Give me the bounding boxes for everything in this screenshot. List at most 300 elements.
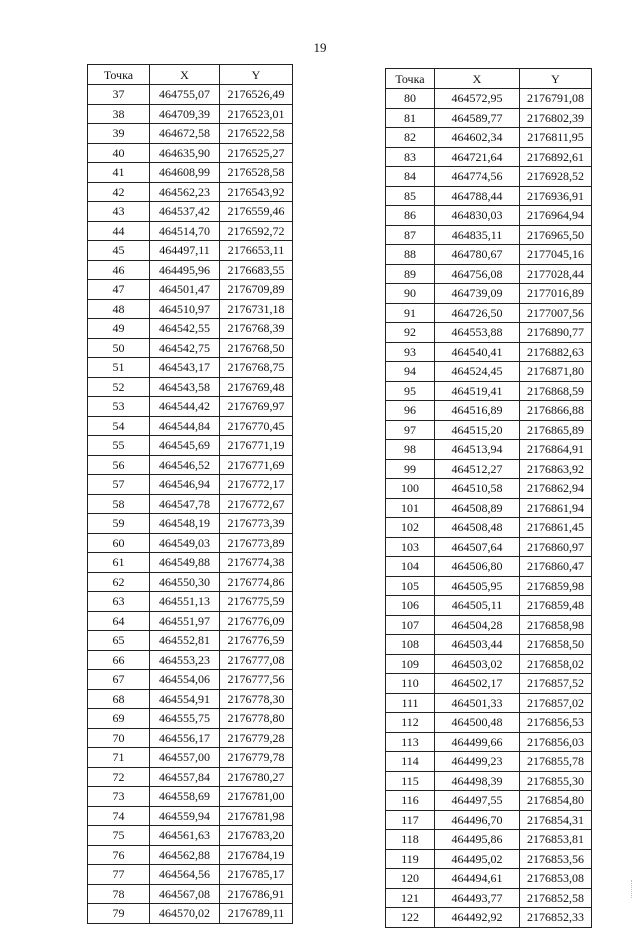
- cell-y: 2176768,50: [220, 338, 293, 358]
- table-row: [386, 576, 592, 596]
- table-row: [88, 845, 293, 865]
- cell-point: 98: [386, 440, 435, 460]
- cell-point: 85: [386, 186, 435, 206]
- cell-point: 54: [88, 416, 150, 436]
- table-row: [386, 713, 592, 733]
- table-row: [386, 498, 592, 518]
- cell-point: 80: [386, 89, 435, 109]
- cell-x: 464505,95: [435, 576, 520, 596]
- cell-point: 103: [386, 537, 435, 557]
- table-row: [88, 143, 293, 163]
- cell-y: 2176864,91: [520, 440, 592, 460]
- cell-point: 105: [386, 576, 435, 596]
- table-row: [88, 416, 293, 436]
- cell-y: 2176853,08: [520, 869, 592, 889]
- table-row: [88, 592, 293, 612]
- cell-point: 81: [386, 108, 435, 128]
- cell-y: 2176856,03: [520, 732, 592, 752]
- cell-x: 464508,48: [435, 518, 520, 538]
- cell-x: 464551,97: [150, 611, 220, 631]
- table-row: [386, 654, 592, 674]
- table-row: [386, 284, 592, 304]
- cell-y: 2176868,59: [520, 381, 592, 401]
- cell-point: 61: [88, 553, 150, 573]
- cell-point: 75: [88, 826, 150, 846]
- cell-x: 464555,75: [150, 709, 220, 729]
- cell-x: 464498,39: [435, 771, 520, 791]
- cell-x: 464553,88: [435, 323, 520, 343]
- cell-x: 464558,69: [150, 787, 220, 807]
- table-row: [386, 849, 592, 869]
- cell-y: 2176543,92: [220, 182, 293, 202]
- cell-point: 68: [88, 689, 150, 709]
- cell-x: 464564,56: [150, 865, 220, 885]
- cell-x: 464554,06: [150, 670, 220, 690]
- cell-y: 2176857,52: [520, 674, 592, 694]
- cell-point: 86: [386, 206, 435, 226]
- cell-x: 464495,02: [435, 849, 520, 869]
- cell-y: 2176768,75: [220, 358, 293, 378]
- cell-y: 2176526,49: [220, 85, 293, 105]
- cell-y: 2176784,19: [220, 845, 293, 865]
- cell-y: 2176653,11: [220, 241, 293, 261]
- cell-point: 38: [88, 104, 150, 124]
- table-row: [88, 670, 293, 690]
- table-row: [88, 377, 293, 397]
- cell-y: 2176709,89: [220, 280, 293, 300]
- cell-x: 464501,47: [150, 280, 220, 300]
- cell-point: 111: [386, 693, 435, 713]
- table-row: [386, 596, 592, 616]
- table-header-row: [386, 69, 592, 89]
- cell-x: 464544,42: [150, 397, 220, 417]
- cell-x: 464726,50: [435, 303, 520, 323]
- cell-point: 90: [386, 284, 435, 304]
- cell-point: 47: [88, 280, 150, 300]
- cell-point: 60: [88, 533, 150, 553]
- cell-x: 464544,84: [150, 416, 220, 436]
- cell-y: 2176778,80: [220, 709, 293, 729]
- table-row: [88, 358, 293, 378]
- cell-y: 2176775,59: [220, 592, 293, 612]
- cell-y: 2176771,19: [220, 436, 293, 456]
- cell-x: 464721,64: [435, 147, 520, 167]
- table-row: [386, 225, 592, 245]
- cell-x: 464549,03: [150, 533, 220, 553]
- cell-y: 2176860,97: [520, 537, 592, 557]
- cell-point: 56: [88, 455, 150, 475]
- cell-x: 464755,07: [150, 85, 220, 105]
- table-row: [88, 689, 293, 709]
- cell-point: 106: [386, 596, 435, 616]
- cell-x: 464554,91: [150, 689, 220, 709]
- cell-x: 464497,11: [150, 241, 220, 261]
- cell-y: 2176771,69: [220, 455, 293, 475]
- cell-x: 464774,56: [435, 167, 520, 187]
- table-row: [386, 615, 592, 635]
- cell-x: 464495,86: [435, 830, 520, 850]
- table-row: [386, 752, 592, 772]
- table-row: [386, 303, 592, 323]
- cell-x: 464494,61: [435, 869, 520, 889]
- table-row: [88, 475, 293, 495]
- cell-y: 2176854,31: [520, 810, 592, 830]
- cell-x: 464542,75: [150, 338, 220, 358]
- cell-y: 2176811,95: [520, 128, 592, 148]
- cell-y: 2176852,58: [520, 888, 592, 908]
- cell-x: 464546,94: [150, 475, 220, 495]
- table-row: [386, 557, 592, 577]
- cell-y: 2176731,18: [220, 299, 293, 319]
- table-row: [88, 104, 293, 124]
- table-row: [88, 85, 293, 105]
- table-row: [88, 299, 293, 319]
- cell-y: 2176882,63: [520, 342, 592, 362]
- cell-y: 2176964,94: [520, 206, 592, 226]
- table-row: [88, 806, 293, 826]
- table-row: [88, 338, 293, 358]
- table-row: [88, 709, 293, 729]
- cell-y: 2176855,78: [520, 752, 592, 772]
- cell-x: 464524,45: [435, 362, 520, 382]
- cell-point: 87: [386, 225, 435, 245]
- cell-point: 116: [386, 791, 435, 811]
- table-row: [88, 514, 293, 534]
- cell-y: 2176781,00: [220, 787, 293, 807]
- cell-x: 464835,11: [435, 225, 520, 245]
- cell-x: 464505,11: [435, 596, 520, 616]
- cell-x: 464559,94: [150, 806, 220, 826]
- table-row: [386, 128, 592, 148]
- table-row: [386, 459, 592, 479]
- cell-x: 464537,42: [150, 202, 220, 222]
- cell-point: 58: [88, 494, 150, 514]
- cell-x: 464513,94: [435, 440, 520, 460]
- cell-y: 2176802,39: [520, 108, 592, 128]
- cell-y: 2176522,58: [220, 124, 293, 144]
- cell-point: 118: [386, 830, 435, 850]
- cell-x: 464635,90: [150, 143, 220, 163]
- cell-point: 57: [88, 475, 150, 495]
- cell-point: 83: [386, 147, 435, 167]
- table-row: [386, 206, 592, 226]
- cell-x: 464542,55: [150, 319, 220, 339]
- cell-point: 73: [88, 787, 150, 807]
- cell-x: 464516,89: [435, 401, 520, 421]
- table-row: [88, 553, 293, 573]
- cell-point: 88: [386, 245, 435, 265]
- cell-y: 2176936,91: [520, 186, 592, 206]
- cell-point: 112: [386, 713, 435, 733]
- cell-x: 464551,13: [150, 592, 220, 612]
- cell-point: 72: [88, 767, 150, 787]
- cell-y: 2176857,02: [520, 693, 592, 713]
- cell-point: 66: [88, 650, 150, 670]
- cell-point: 41: [88, 163, 150, 183]
- cell-x: 464739,09: [435, 284, 520, 304]
- cell-point: 122: [386, 908, 435, 928]
- header-point: Точка: [88, 65, 150, 85]
- cell-x: 464499,23: [435, 752, 520, 772]
- cell-x: 464519,41: [435, 381, 520, 401]
- cell-y: 2176783,20: [220, 826, 293, 846]
- cell-point: 104: [386, 557, 435, 577]
- cell-point: 94: [386, 362, 435, 382]
- cell-y: 2176862,94: [520, 479, 592, 499]
- table-row: [386, 108, 592, 128]
- table-row: [88, 397, 293, 417]
- cell-x: 464499,66: [435, 732, 520, 752]
- cell-y: 2176890,77: [520, 323, 592, 343]
- cell-point: 101: [386, 498, 435, 518]
- table-row: [386, 771, 592, 791]
- table-row: [88, 202, 293, 222]
- cell-point: 100: [386, 479, 435, 499]
- cell-y: 2176928,52: [520, 167, 592, 187]
- cell-point: 117: [386, 810, 435, 830]
- cell-x: 464543,17: [150, 358, 220, 378]
- cell-y: 2176777,56: [220, 670, 293, 690]
- cell-point: 77: [88, 865, 150, 885]
- cell-point: 67: [88, 670, 150, 690]
- cell-y: 2177016,89: [520, 284, 592, 304]
- cell-x: 464501,33: [435, 693, 520, 713]
- cell-y: 2176769,48: [220, 377, 293, 397]
- cell-y: 2176781,98: [220, 806, 293, 826]
- cell-x: 464506,80: [435, 557, 520, 577]
- cell-x: 464543,58: [150, 377, 220, 397]
- cell-x: 464512,27: [435, 459, 520, 479]
- cell-point: 89: [386, 264, 435, 284]
- cell-y: 2176769,97: [220, 397, 293, 417]
- cell-y: 2176786,91: [220, 884, 293, 904]
- cell-y: 2176776,59: [220, 631, 293, 651]
- cell-point: 55: [88, 436, 150, 456]
- cell-x: 464540,41: [435, 342, 520, 362]
- cell-point: 107: [386, 615, 435, 635]
- table-row: [386, 323, 592, 343]
- cell-point: 102: [386, 518, 435, 538]
- cell-y: 2176776,09: [220, 611, 293, 631]
- cell-x: 464496,70: [435, 810, 520, 830]
- cell-point: 43: [88, 202, 150, 222]
- cell-y: 2176860,47: [520, 557, 592, 577]
- cell-point: 110: [386, 674, 435, 694]
- cell-x: 464550,30: [150, 572, 220, 592]
- table-row: [88, 865, 293, 885]
- cell-x: 464562,23: [150, 182, 220, 202]
- cell-x: 464503,02: [435, 654, 520, 674]
- table-row: [88, 280, 293, 300]
- cell-point: 76: [88, 845, 150, 865]
- cell-x: 464510,58: [435, 479, 520, 499]
- cell-y: 2176858,02: [520, 654, 592, 674]
- coordinates-table-left: [87, 64, 293, 924]
- cell-point: 37: [88, 85, 150, 105]
- cell-x: 464608,99: [150, 163, 220, 183]
- cell-point: 64: [88, 611, 150, 631]
- cell-y: 2176871,80: [520, 362, 592, 382]
- table-header-row: [88, 65, 293, 85]
- cell-y: 2177045,16: [520, 245, 592, 265]
- cell-y: 2176770,45: [220, 416, 293, 436]
- table-row: [386, 381, 592, 401]
- cell-y: 2176777,08: [220, 650, 293, 670]
- table-row: [386, 245, 592, 265]
- cell-y: 2176592,72: [220, 221, 293, 241]
- cell-y: 2176858,50: [520, 635, 592, 655]
- table-row: [386, 479, 592, 499]
- table-row: [88, 748, 293, 768]
- cell-x: 464546,52: [150, 455, 220, 475]
- table-row: [386, 810, 592, 830]
- cell-y: 2176779,78: [220, 748, 293, 768]
- table-row: [386, 362, 592, 382]
- table-row: [88, 904, 293, 924]
- table-row: [386, 420, 592, 440]
- cell-point: 70: [88, 728, 150, 748]
- cell-y: 2176866,88: [520, 401, 592, 421]
- table-row: [88, 241, 293, 261]
- cell-y: 2176780,27: [220, 767, 293, 787]
- table-row: [386, 401, 592, 421]
- cell-y: 2176778,30: [220, 689, 293, 709]
- cell-point: 113: [386, 732, 435, 752]
- cell-point: 46: [88, 260, 150, 280]
- scan-artifact: [631, 880, 634, 898]
- cell-point: 74: [88, 806, 150, 826]
- cell-y: 2176773,39: [220, 514, 293, 534]
- table-row: [88, 182, 293, 202]
- cell-point: 50: [88, 338, 150, 358]
- cell-y: 2176772,17: [220, 475, 293, 495]
- table-row: [88, 728, 293, 748]
- cell-point: 84: [386, 167, 435, 187]
- cell-point: 53: [88, 397, 150, 417]
- cell-point: 48: [88, 299, 150, 319]
- cell-x: 464557,84: [150, 767, 220, 787]
- cell-x: 464548,19: [150, 514, 220, 534]
- header-x: X: [150, 65, 220, 85]
- cell-x: 464830,03: [435, 206, 520, 226]
- cell-point: 99: [386, 459, 435, 479]
- cell-y: 2176785,17: [220, 865, 293, 885]
- table-row: [88, 572, 293, 592]
- cell-x: 464545,69: [150, 436, 220, 456]
- table-row: [88, 611, 293, 631]
- table-row: [88, 767, 293, 787]
- cell-x: 464561,63: [150, 826, 220, 846]
- cell-point: 59: [88, 514, 150, 534]
- cell-x: 464549,88: [150, 553, 220, 573]
- cell-y: 2177028,44: [520, 264, 592, 284]
- cell-x: 464552,81: [150, 631, 220, 651]
- cell-x: 464497,55: [435, 791, 520, 811]
- cell-x: 464709,39: [150, 104, 220, 124]
- cell-y: 2176525,27: [220, 143, 293, 163]
- header-point: Точка: [386, 69, 435, 89]
- cell-x: 464492,92: [435, 908, 520, 928]
- table-row: [88, 826, 293, 846]
- table-row: [386, 674, 592, 694]
- cell-point: 97: [386, 420, 435, 440]
- cell-y: 2176683,55: [220, 260, 293, 280]
- cell-x: 464672,58: [150, 124, 220, 144]
- cell-y: 2176892,61: [520, 147, 592, 167]
- cell-point: 92: [386, 323, 435, 343]
- table-row: [386, 342, 592, 362]
- cell-y: 2176853,56: [520, 849, 592, 869]
- cell-y: 2176861,45: [520, 518, 592, 538]
- cell-point: 91: [386, 303, 435, 323]
- cell-y: 2176852,33: [520, 908, 592, 928]
- table-row: [386, 732, 592, 752]
- cell-point: 115: [386, 771, 435, 791]
- table-row: [88, 884, 293, 904]
- table-row: [386, 537, 592, 557]
- cell-point: 52: [88, 377, 150, 397]
- cell-point: 96: [386, 401, 435, 421]
- table-row: [386, 518, 592, 538]
- cell-point: 121: [386, 888, 435, 908]
- header-y: Y: [220, 65, 293, 85]
- table-row: [386, 89, 592, 109]
- cell-y: 2176855,30: [520, 771, 592, 791]
- table-row: [386, 830, 592, 850]
- cell-x: 464495,96: [150, 260, 220, 280]
- table-row: [88, 787, 293, 807]
- cell-x: 464556,17: [150, 728, 220, 748]
- cell-point: 44: [88, 221, 150, 241]
- cell-point: 51: [88, 358, 150, 378]
- cell-x: 464557,00: [150, 748, 220, 768]
- cell-y: 2176865,89: [520, 420, 592, 440]
- cell-y: 2176859,48: [520, 596, 592, 616]
- cell-point: 114: [386, 752, 435, 772]
- table-row: [88, 436, 293, 456]
- table-row: [88, 163, 293, 183]
- cell-x: 464567,08: [150, 884, 220, 904]
- table-row: [386, 186, 592, 206]
- cell-point: 40: [88, 143, 150, 163]
- table-row: [386, 693, 592, 713]
- cell-y: 2176791,08: [520, 89, 592, 109]
- cell-x: 464510,97: [150, 299, 220, 319]
- table-row: [88, 319, 293, 339]
- cell-x: 464780,67: [435, 245, 520, 265]
- cell-x: 464507,64: [435, 537, 520, 557]
- table-row: [386, 791, 592, 811]
- table-row: [88, 260, 293, 280]
- table-row: [386, 869, 592, 889]
- cell-y: 2176863,92: [520, 459, 592, 479]
- cell-point: 63: [88, 592, 150, 612]
- cell-x: 464562,88: [150, 845, 220, 865]
- table-row: [88, 124, 293, 144]
- cell-point: 79: [88, 904, 150, 924]
- cell-y: 2176859,98: [520, 576, 592, 596]
- table-row: [386, 440, 592, 460]
- table-row: [88, 650, 293, 670]
- cell-point: 45: [88, 241, 150, 261]
- table-row: [88, 494, 293, 514]
- cell-y: 2176768,39: [220, 319, 293, 339]
- cell-y: 2176774,86: [220, 572, 293, 592]
- cell-x: 464493,77: [435, 888, 520, 908]
- cell-point: 119: [386, 849, 435, 869]
- cell-y: 2176858,98: [520, 615, 592, 635]
- cell-point: 78: [88, 884, 150, 904]
